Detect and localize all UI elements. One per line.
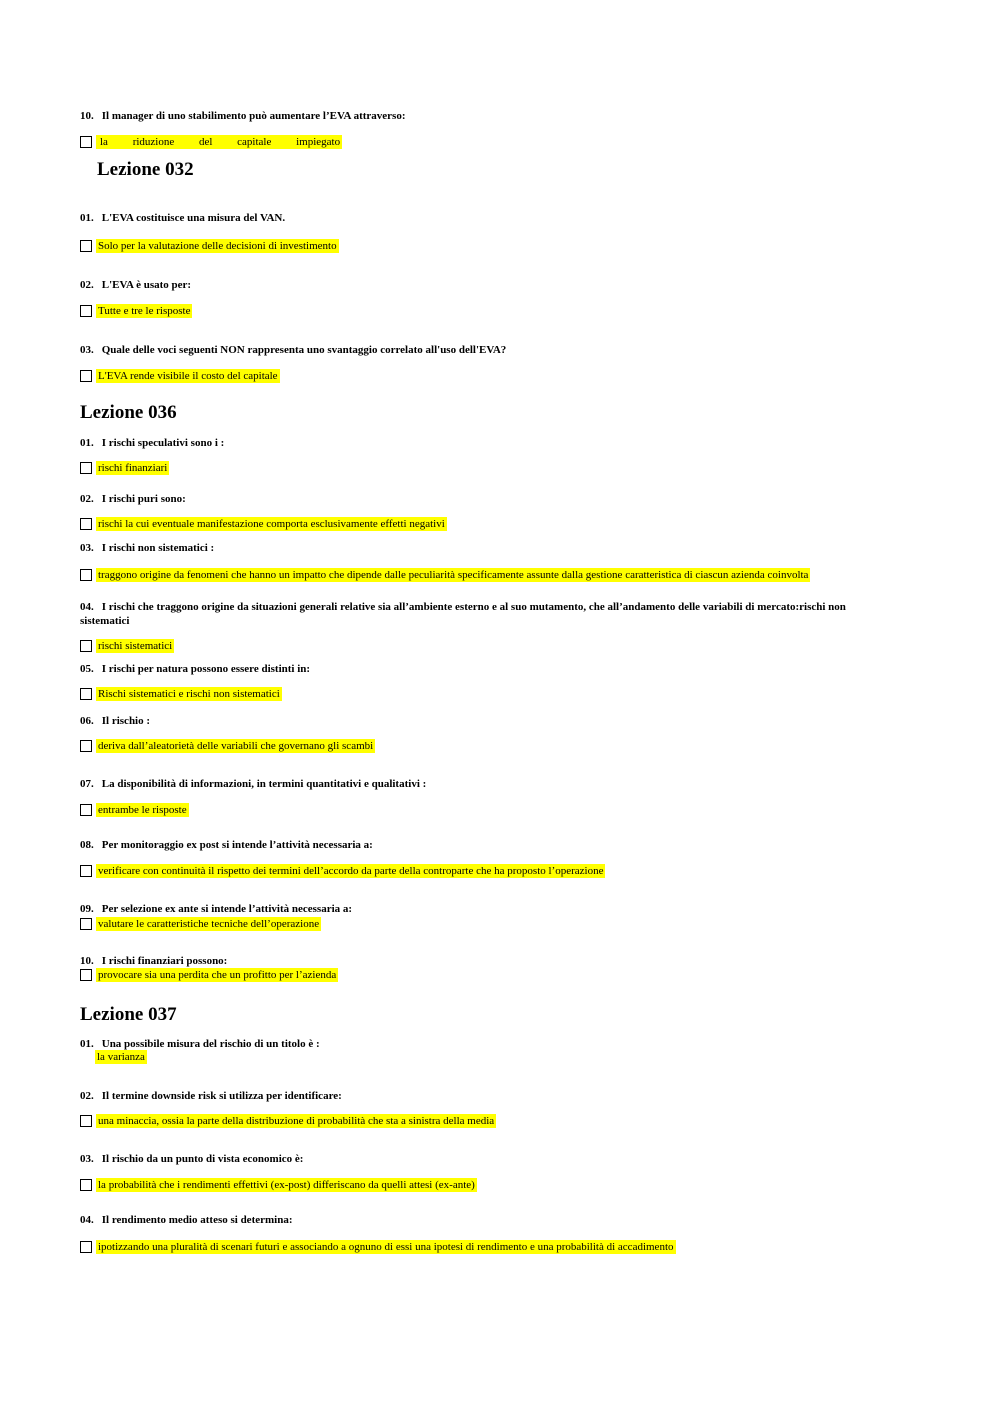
answer-text: L'EVA rende visibile il costo del capitale [98,369,278,382]
question-number: 10. [80,110,94,122]
checkbox[interactable] [80,136,92,148]
checkbox[interactable] [80,240,92,252]
checkbox[interactable] [80,305,92,317]
answer-text: una minaccia, ossia la parte della distribuzione di probabilità che sta a sinistra della media [98,1114,495,1127]
question-number: 01. [80,212,94,224]
question-number: 10. [80,955,94,967]
question-02 [80,278,890,292]
question-text: Il rendimento medio atteso si determina: [101,1214,293,1226]
checkbox[interactable] [80,865,92,877]
question-03 [80,1152,890,1166]
question-02 [80,492,890,506]
answer-text: la riduzione del capitale impiegato [96,135,342,149]
question-text: I rischi che traggono origine da situazioni generali relative sia all’ambiente esterno e al suo mutamento, che all’andamento delle variabili di mercato:rischi non sistematici [80,601,846,627]
question-02 [80,1089,890,1103]
question-text: I rischi non sistematici : [101,542,215,554]
question-text: Il rischio : [101,715,151,727]
question-06 [80,714,890,728]
answer-row [80,638,174,653]
answer-text: entrambe le risposte [98,803,187,816]
lesson-heading: Lezione 037 [80,1004,177,1025]
answer-text: provocare sia una perdita che un profitto per l’azienda [98,968,337,981]
checkbox[interactable] [80,1115,92,1127]
question-text: Una possibile misura del rischio di un titolo è : [101,1038,320,1050]
checkbox[interactable] [80,688,92,700]
question-number: 04. [80,601,94,613]
checkbox[interactable] [80,370,92,382]
question-text: Il termine downside risk si utilizza per identificare: [101,1090,342,1102]
answer-row [80,1177,477,1192]
answer-row [80,738,375,753]
checkbox[interactable] [80,518,92,530]
question-03 [80,343,890,357]
answer-text: rischi finanziari [98,461,168,474]
question-text: I rischi speculativi sono i : [101,437,225,449]
answer-text: verificare con continuità il rispetto dei termini dell’accordo da parte della controparte che ha proposto l’operazione [98,864,604,877]
question-04 [80,1213,890,1227]
question-number: 08. [80,839,94,851]
question-text: Per selezione ex ante si intende l’attività necessaria a: [101,903,353,915]
question-number: 02. [80,493,94,505]
answer-row [80,802,189,817]
question-text: I rischi finanziari possono: [101,955,228,967]
question-03 [80,541,890,555]
answer-row [80,686,282,701]
checkbox[interactable] [80,1241,92,1253]
question-01 [80,211,890,225]
question-number: 04. [80,1214,94,1226]
checkbox[interactable] [80,740,92,752]
answer-row [80,303,192,318]
checkbox[interactable] [80,804,92,816]
question-01 [80,436,890,450]
question-number: 03. [80,344,94,356]
answer-text: rischi la cui eventuale manifestazione comporta esclusivamente effetti negativi [98,517,445,530]
answer-text: la varianza [97,1050,145,1063]
question-number: 03. [80,1153,94,1165]
question-number: 05. [80,663,94,675]
answer-row [80,238,339,253]
checkbox[interactable] [80,969,92,981]
answer-row [80,967,338,982]
lesson-heading: Lezione 032 [97,159,194,180]
question-number: 07. [80,778,94,790]
question-number: 02. [80,279,94,291]
answer-text: la probabilità che i rendimenti effettivi (ex-post) differiscano da quelli attesi (ex-ante) [98,1178,475,1191]
answer-row [80,863,605,878]
answer-row [80,516,447,531]
question-number: 03. [80,542,94,554]
checkbox[interactable] [80,918,92,930]
answer-text: Tutte e tre le risposte [98,304,191,317]
answer-row [80,1113,496,1128]
checkbox[interactable] [80,569,92,581]
answer-text: ipotizzando una pluralità di scenari futuri e associando a ognuno di essi una ipotesi di rendimento e una probabilità di accadimento [98,1240,674,1253]
answer-row [95,1049,147,1064]
answer-row [80,1239,676,1254]
question-text: L'EVA è usato per: [101,279,192,291]
question-07 [80,777,890,791]
answer-text: rischi sistematici [98,639,173,652]
answer-row [80,567,810,582]
question-01 [80,1037,890,1051]
answer-row [80,916,321,931]
answer-text: traggono origine da fenomeni che hanno un impatto che dipende dalle peculiarità specificamente assunte dalla gestione caratteristica di ciascun azienda coinvolta [98,568,809,581]
answer-row [80,368,280,383]
answer-row [80,460,169,475]
question-text: Quale delle voci seguenti NON rappresenta uno svantaggio correlato all'uso dell'EVA? [101,344,507,356]
question-number: 09. [80,903,94,915]
question-10 [80,954,890,968]
question-10 [80,109,890,123]
answer-row [80,134,342,149]
question-number: 06. [80,715,94,727]
question-number: 02. [80,1090,94,1102]
checkbox[interactable] [80,1179,92,1191]
question-text: Il manager di uno stabilimento può aumentare l’EVA attraverso: [101,110,406,122]
question-text: L'EVA costituisce una misura del VAN. [101,212,286,224]
question-text: Per monitoraggio ex post si intende l’attività necessaria a: [101,839,373,851]
lesson-heading: Lezione 036 [80,402,177,423]
question-text: La disponibilità di informazioni, in termini quantitativi e qualitativi : [101,778,427,790]
question-04 [80,600,890,628]
question-08 [80,838,890,852]
question-text: I rischi per natura possono essere distinti in: [101,663,311,675]
answer-text: Solo per la valutazione delle decisioni di investimento [98,239,337,252]
question-text: Il rischio da un punto di vista economico è: [101,1153,304,1165]
checkbox[interactable] [80,462,92,474]
question-text: I rischi puri sono: [101,493,186,505]
question-05 [80,662,890,676]
checkbox[interactable] [80,640,92,652]
answer-text: Rischi sistematici e rischi non sistematici [98,687,280,700]
question-09 [80,902,890,916]
answer-text: deriva dall’aleatorietà delle variabili che governano gli scambi [98,739,374,752]
answer-text: valutare le caratteristiche tecniche dell’operazione [98,917,320,930]
question-number: 01. [80,1038,94,1050]
question-number: 01. [80,437,94,449]
